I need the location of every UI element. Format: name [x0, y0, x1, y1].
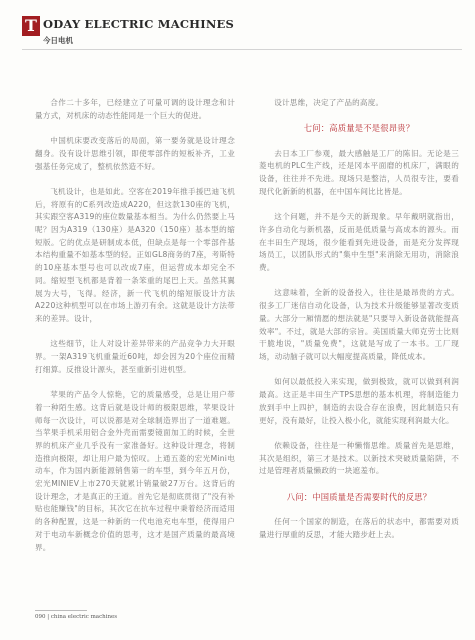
paragraph: 依赖设备，往往是一种懒惰思维。质量首先是思维，其次是组织，第三才是技术。以新技术突破质量陷阱，不过是管理者质量懒政的一块遮羞布。	[259, 440, 459, 476]
magazine-logo: T	[22, 16, 40, 36]
footer-rule	[35, 610, 87, 611]
header-rule	[22, 49, 462, 50]
right-column	[259, 97, 459, 554]
left-column	[35, 97, 235, 567]
paragraph: 飞机设计，也是如此。空客在2019年推手援巴迪飞机后，将原有的C系列改造成A220，但这款130座的飞机，其实跟空客A319的座位数量基本相当。为什么仍然要上马呢？因为A319（130座）是A320（150座）基本型的缩短版。它的优点是研制成本低，但缺点是每一个零部件基本结构重量不如基本型的轻。正如GL8商务的7座，考斯特的10座基本型号也可以改成7座，但运营成本却完全不同。缩短型飞机都是背着一条笨重的尾巴上天。虽然其翼展为大号，飞得。经济，新一代飞机的缩短版设计方法A220这种机型可以在市场上游刃有余。这就是设计方法带来的差异。设计，	[35, 186, 235, 323]
paragraph: 苹果的产品令人惊艳，它的质量感受，总是让用户带着一种陌生感。这背后就是设计师的极限思维，苹果设计师每一次设计，可以说都是对全球制造界出了一道难题。当苹果手机采用铝合金外壳而需要镜面加工的时候，全世界的机床产业几乎没有一家准备好。这种设计理念，将制造推向极限，却让用户最为惊叹。上通五菱的宏光Mini电动车，作为国内新能源销售第一的车型，到今年五月份，宏光MINIEV上市270天就累计销量破27万台。这背后的设计理念，才是真正的王道。首先它是彻底贯彻了"没有补贴也能赚钱"的目标，其次它在抗车过程中秉着经济而适用的各种配置，这是一种新的一代电池充电车型，使得用户对于电动车新概念价值的思考，这才是国产质量的最高境界。	[35, 390, 235, 552]
paragraph: 这个问题，并不是今天的新现象。早年戴明就指出，许多自动化与新机器，反而是低质量与高成本的源头。而在丰田生产现场，很少能看到先进设备，而是充分发挥现场员工，以团队形式的"集中生型"来消除无用功，消除浪费。	[259, 212, 459, 273]
paragraph: 合作二十多年，已经建立了可量可调的设计理念和计量方式，对机床的动态性能同是一个巨大的促进。	[35, 98, 235, 120]
magazine-subtitle: 今日电机	[43, 36, 73, 45]
page-footer: 090 | china electric machines	[35, 614, 118, 620]
paragraph: 去日本工厂参观，最大感触是工厂的陈旧。无论是三菱电机的PLC生产线，还是冈本平面磨的机床厂，满眼的设备，往往并不先进。现场只是整洁，人员很专注，要看现代化新新的机器，在中国车间比比皆是。	[259, 148, 459, 196]
section-heading: 八问：中国质量是否需要时代的反思？	[286, 491, 432, 502]
magazine-title: ODAY ELECTRIC MACHINES	[43, 17, 235, 31]
paragraph: 中国机床要改变落后的局面，第一要务就是设计理念翻身。没有设计思维引领，即使零部件的短板补齐，工业强基任务完成了，整机依然造不好。	[35, 136, 235, 171]
magazine-header	[22, 16, 462, 56]
paragraph: 这些细节，让人对设计差异带来的产品竞争力大开眼界。一架A319飞机重量近60吨，却会因为20个座位而精打细算。反推设计源头，甚至重新引进机型。	[35, 339, 235, 374]
paragraph: 这意味着，全新的设备投入，往往是最昂贵的方式。很多工厂迷信自动化设备，认为技术升级能够显著改变质量。大部分一厢情愿的想法就是"只要导入新设备就能提高效率"。不过，就是大部的宗旨。美国质量大师克劳士比则干脆地说，"质量免费"，这就是写成了一本书。工厂现场，动动脑子就可以大幅度提高质量，降低成本。	[259, 288, 459, 361]
paragraph: 任何一个国家的制造，在落后的状态中，都需要对质量进行厚重的反思，才能大踏步赶上去。	[259, 517, 459, 539]
section-heading: 七问：高质量是不是很昂贵？	[303, 123, 415, 134]
paragraph: 设计思维，决定了产品的高度。	[274, 98, 384, 107]
paragraph: 如何以最低投入来实现，做到极致，就可以做到利润最高。这正是丰田生产TPS思想的基本机理，将制造能力放到手中上四护，制造的去设合存在浪费，因此制造只有更好，没有最好，让投入极小化，就能实现利润最大化。	[259, 377, 459, 425]
